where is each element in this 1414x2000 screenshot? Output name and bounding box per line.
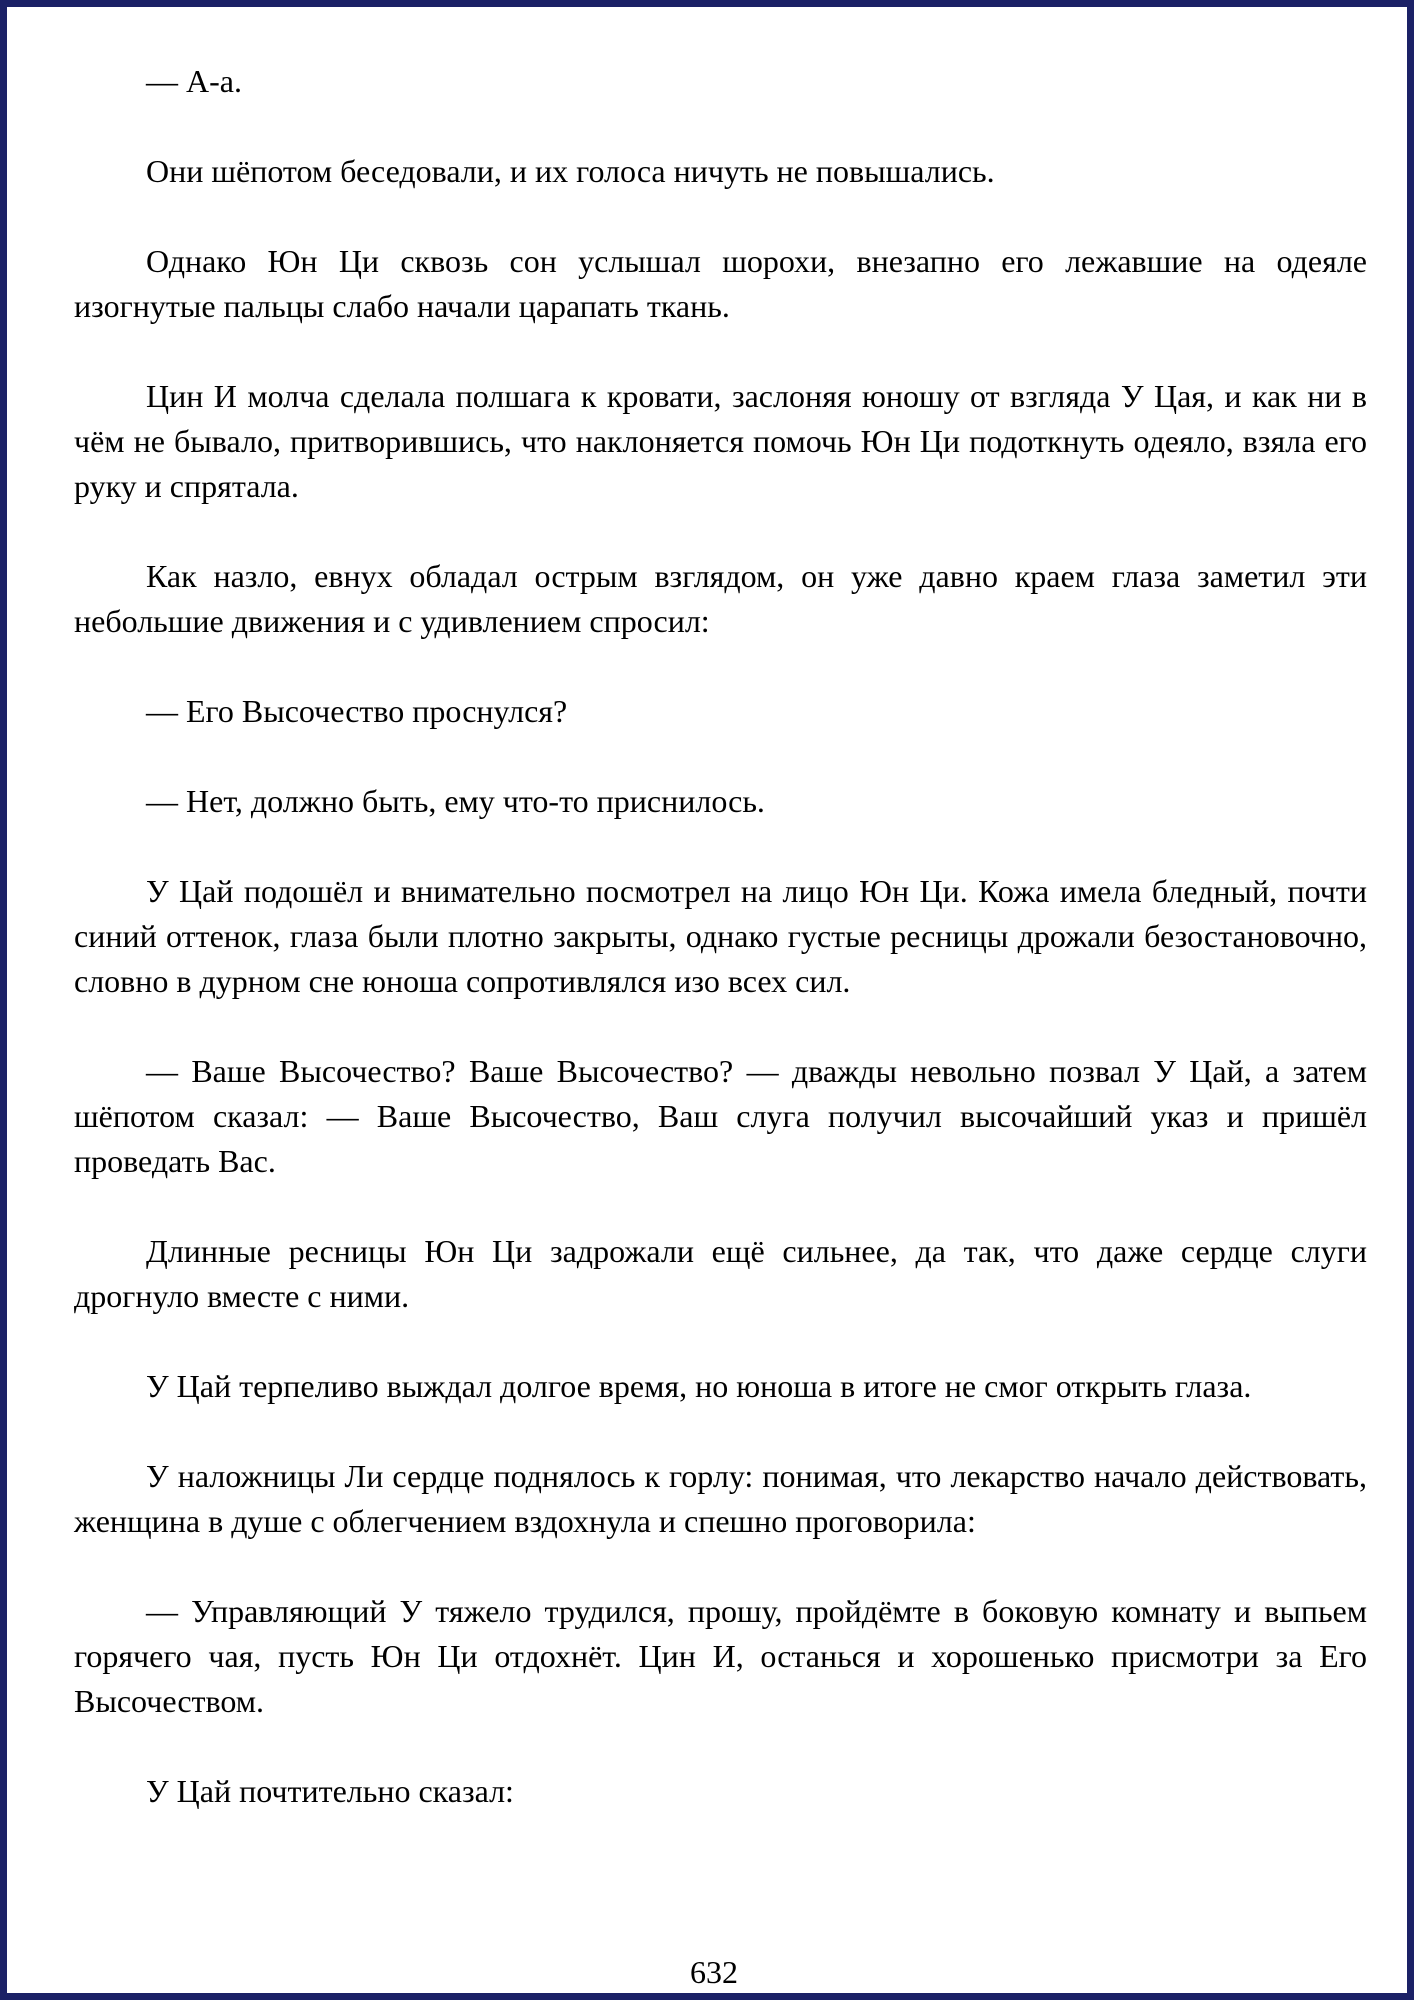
page-number: 632	[690, 1954, 738, 1990]
paragraph-3: Однако Юн Ци сквозь сон услышал шорохи, внезапно его лежавшие на одеяле изогнутые пальцы слабо начали царапать ткань.	[74, 243, 1367, 324]
paragraph-4: Цин И молча сделала полшага к кровати, заслоняя юношу от взгляда У Цая, и как ни в чём не бывало, притворившись, что наклоняется помочь Юн Ци подоткнуть одеяло, взяла его руку и спрятала.	[74, 378, 1367, 504]
paragraph-11: У Цай терпеливо выждал долгое время, но юноша в итоге не смог открыть глаза.	[146, 1368, 1252, 1404]
text-body	[74, 59, 1367, 1859]
paragraph-13: — Управляющий У тяжело трудился, прошу, пройдёмте в боковую комнату и выпьем горячего чая, пусть Юн Ци отдохнёт. Цин И, останься и хорошенько присмотри за Его Высочеством.	[74, 1593, 1367, 1719]
paragraph-12: У наложницы Ли сердце поднялось к горлу: понимая, что лекарство начало действовать, женщина в душе с облегчением вздохнула и спешно проговорила:	[74, 1458, 1367, 1539]
paragraph-14: У Цай почтительно сказал:	[146, 1773, 514, 1809]
paragraph-2: Они шёпотом беседовали, и их голоса ничуть не повышались.	[146, 153, 995, 189]
paragraph-8: У Цай подошёл и внимательно посмотрел на лицо Юн Ци. Кожа имела бледный, почти синий оттенок, глаза были плотно закрыты, однако густые ресницы дрожали безостановочно, словно в дурном сне юноша сопротивлялся изо всех сил.	[74, 873, 1367, 999]
paragraph-9: — Ваше Высочество? Ваше Высочество? — дважды невольно позвал У Цай, а затем шёпотом сказал: — Ваше Высочество, Ваш слуга получил высочайший указ и пришёл проведать Вас.	[74, 1053, 1367, 1179]
paragraph-6: — Его Высочество проснулся?	[146, 693, 568, 729]
paragraph-7: — Нет, должно быть, ему что-то приснилось.	[146, 783, 765, 819]
paragraph-5: Как назло, евнух обладал острым взглядом, он уже давно краем глаза заметил эти небольшие движения и с удивлением спросил:	[74, 558, 1367, 639]
paragraph-10: Длинные ресницы Юн Ци задрожали ещё сильнее, да так, что даже сердце слуги дрогнуло вместе с ними.	[74, 1233, 1367, 1314]
paragraph-1: — А-а.	[146, 63, 242, 99]
